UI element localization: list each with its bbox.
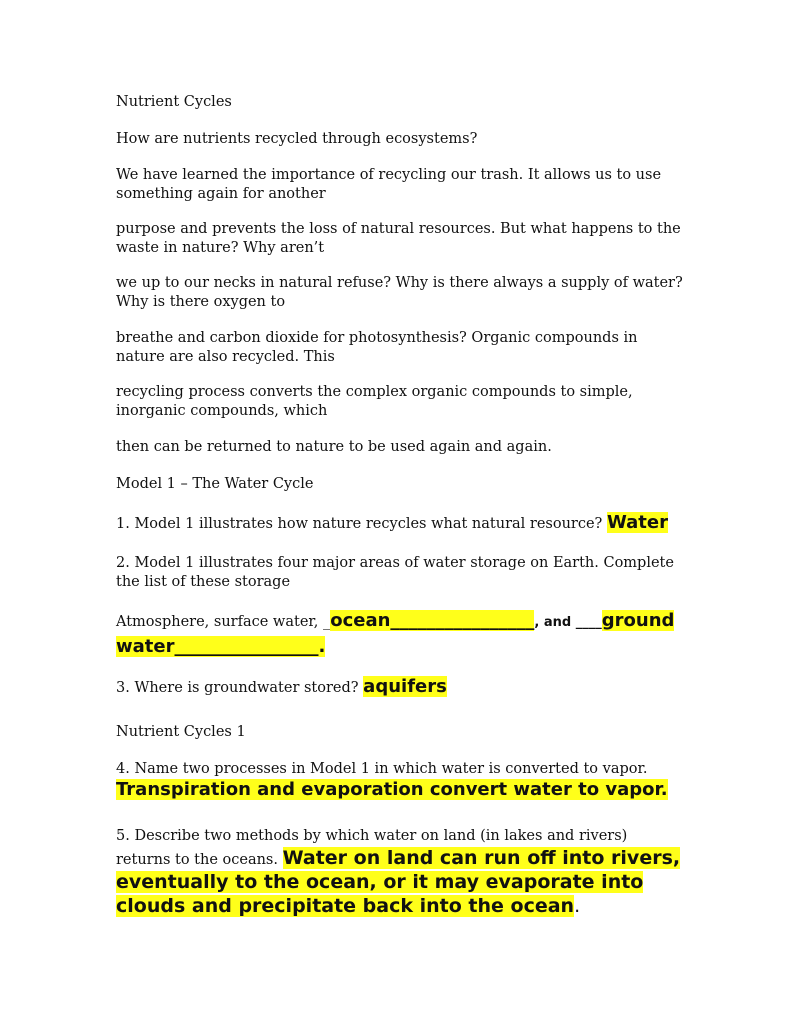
question-1-answer: Water: [606, 512, 668, 533]
question-5-answer: Water on land can run off into rivers, eventually to the ocean, or it may evaporate into clouds and precipitate back into the ocean: [116, 846, 681, 917]
question-2-answer-ocean: ocean________________: [330, 610, 535, 631]
question-3: [116, 675, 686, 699]
question-5-period: .: [574, 894, 581, 917]
question-2-prefix: Atmosphere, surface water, _: [116, 614, 331, 630]
question-5: [116, 827, 681, 918]
question-1: [116, 511, 686, 535]
intro-paragraph: breathe and carbon dioxide for photosynthesis? Organic compounds in nature are also recycled. This: [116, 330, 638, 365]
question-4-answer: Transpiration and evaporation convert water to vapor.: [116, 779, 668, 800]
intro-paragraph: We have learned the importance of recycling our trash. It allows us to use something again for another: [116, 167, 662, 202]
intro-question: How are nutrients recycled through ecosystems?: [116, 131, 478, 147]
intro-paragraph: then can be returned to nature to be used again and again.: [116, 439, 552, 455]
page-title: Nutrient Cycles: [116, 94, 232, 110]
question-4-answer-line: [116, 778, 686, 803]
question-2-conjunction: , and ____: [534, 615, 602, 630]
section-footer: Nutrient Cycles 1: [116, 724, 246, 740]
model-heading: Model 1 – The Water Cycle: [116, 476, 314, 492]
question-2-answer-water: water________________.: [116, 636, 326, 657]
question-2-answer-line: [116, 609, 686, 660]
question-2: 2. Model 1 illustrates four major areas of water storage on Earth. Complete the list of these storage: [116, 555, 674, 590]
intro-paragraph: purpose and prevents the loss of natural resources. But what happens to the waste in nature? Why aren’t: [116, 221, 681, 256]
question-3-answer: aquifers: [363, 676, 447, 697]
intro-paragraph: we up to our necks in natural refuse? Why is there always a supply of water? Why is there oxygen to: [116, 275, 683, 310]
question-1-text: 1. Model 1 illustrates how nature recycles what natural resource?: [116, 516, 607, 532]
question-5-text: 5. Describe two methods by which water on land (in lakes and rivers) returns to the oceans.: [116, 828, 628, 868]
intro-paragraph: recycling process converts the complex organic compounds to simple, inorganic compounds, which: [116, 384, 633, 419]
question-3-text: 3. Where is groundwater stored?: [116, 680, 364, 696]
question-2-answer-ground: ground: [601, 610, 675, 631]
question-4: 4. Name two processes in Model 1 in which water is converted to vapor.: [116, 761, 648, 777]
